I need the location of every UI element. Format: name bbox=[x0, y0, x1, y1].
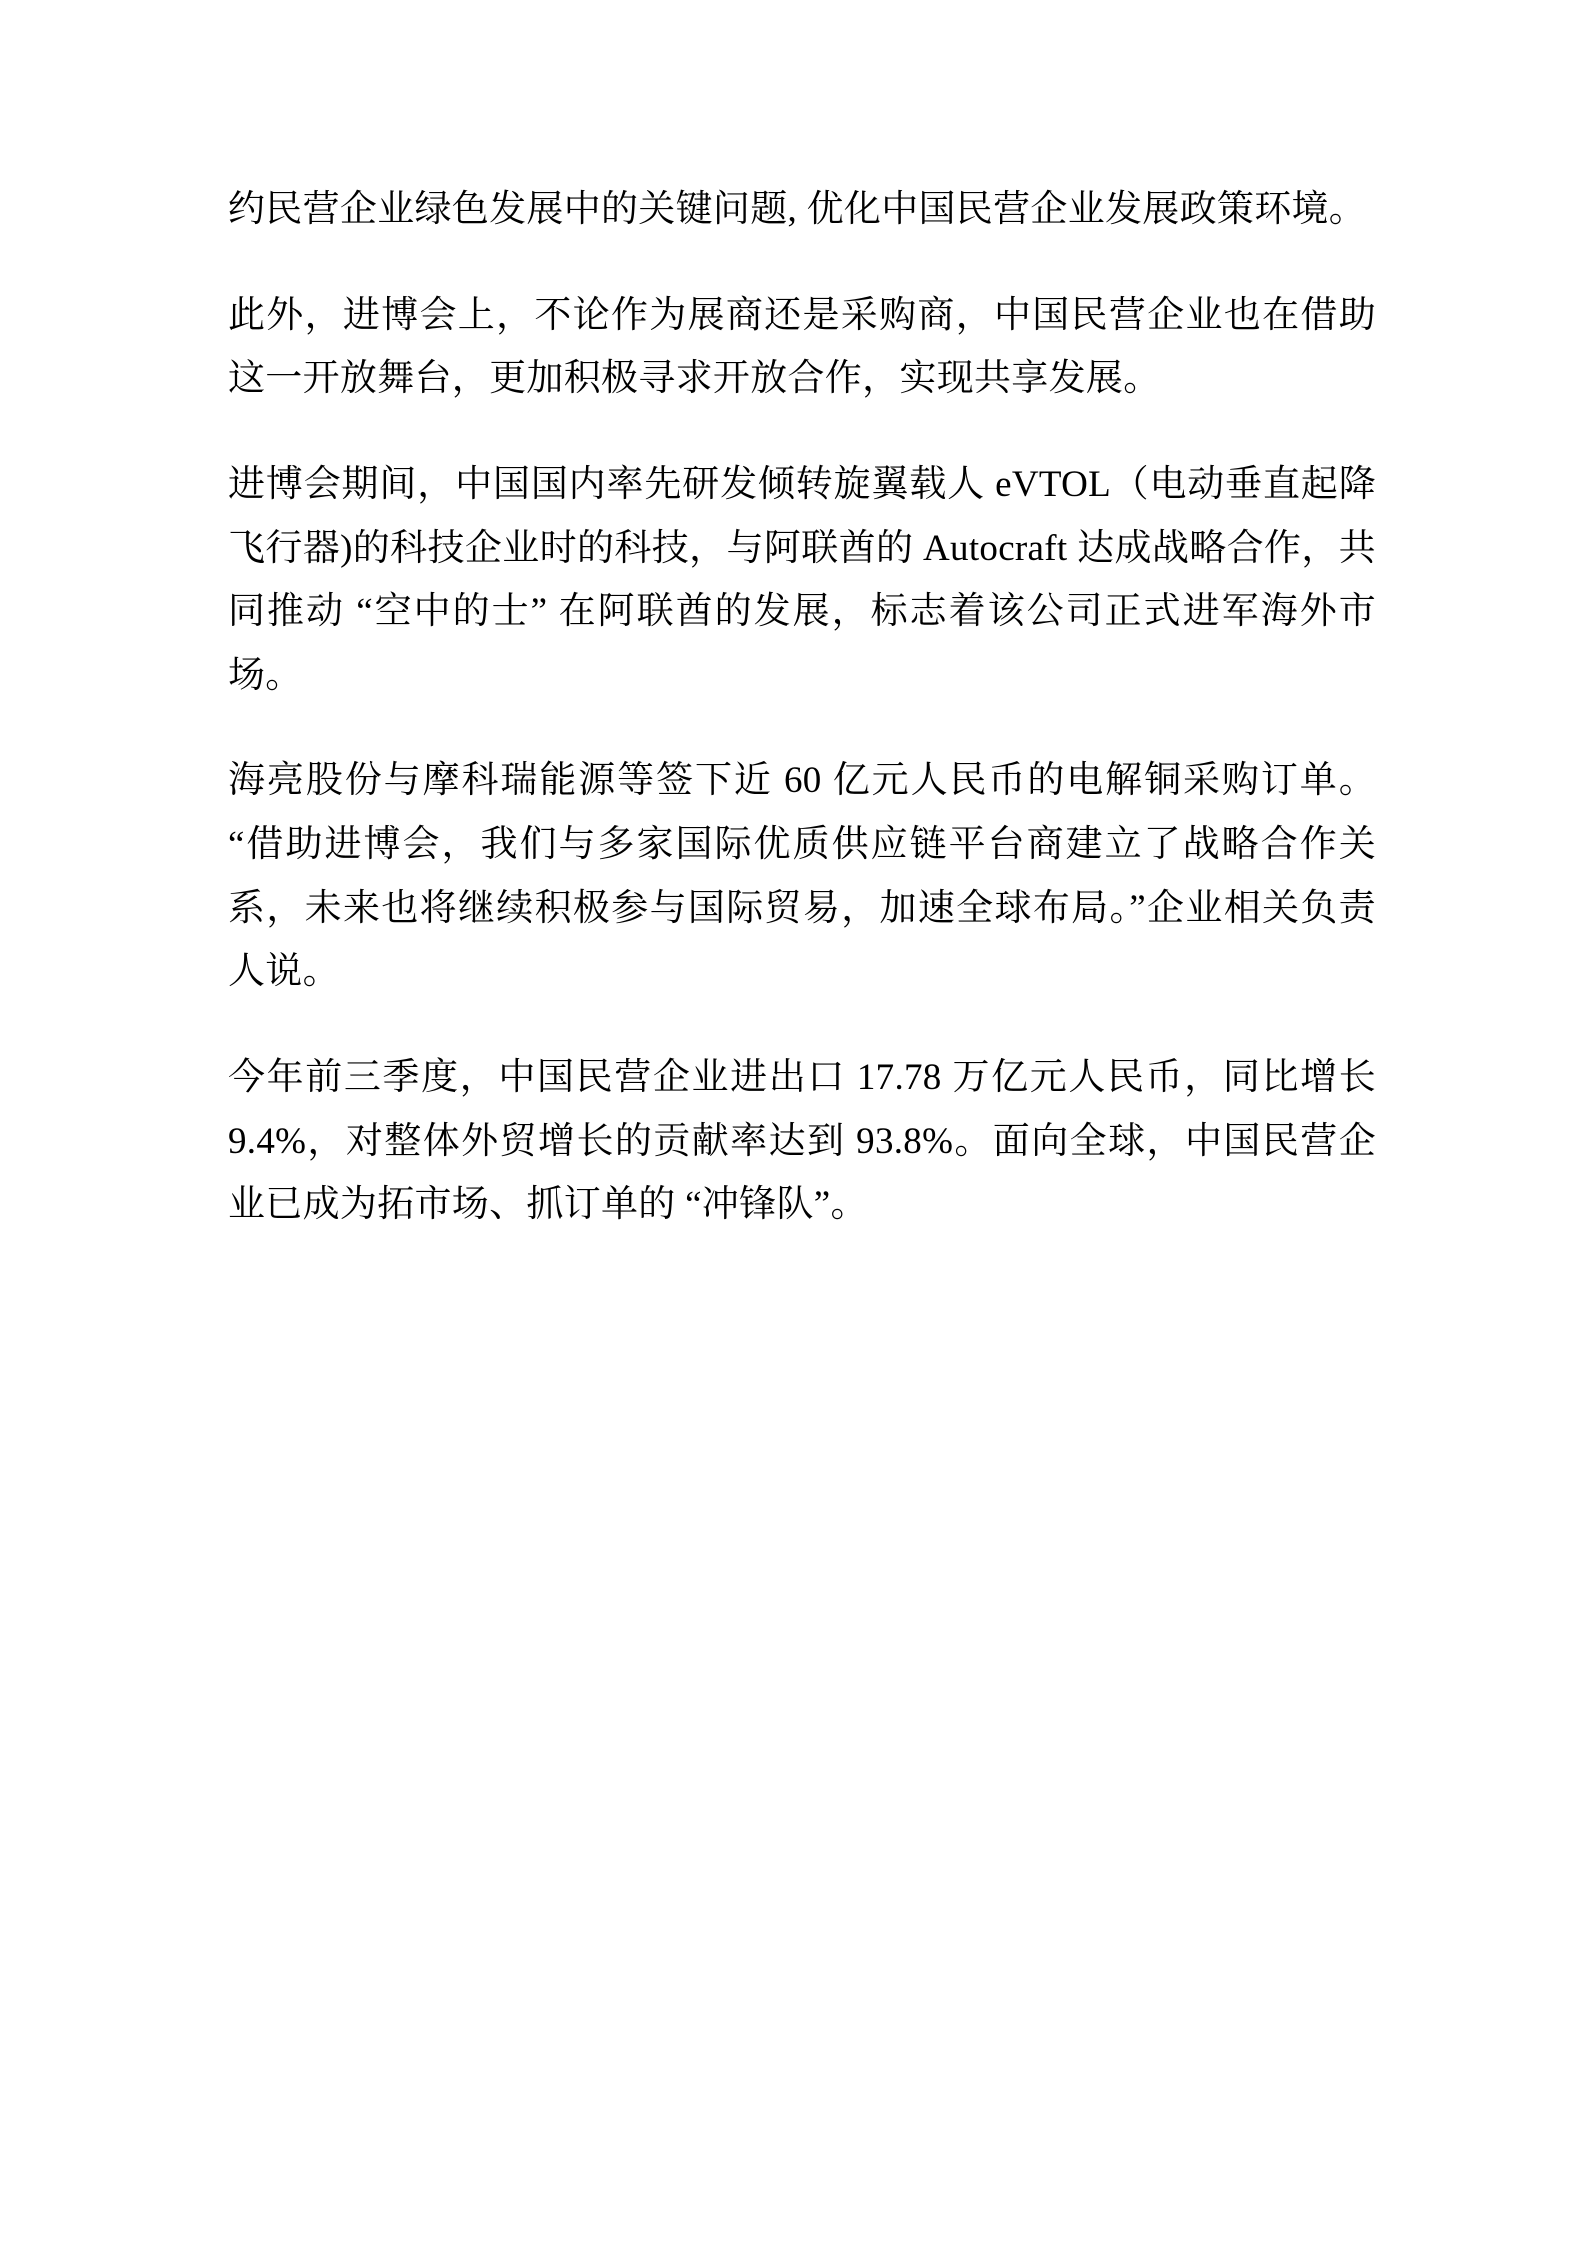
paragraph: 约民营企业绿色发展中的关键问题, 优化中国民营企业发展政策环境。 bbox=[228, 189, 1367, 230]
paragraph: 此外，进博会上，不论作为展商还是采购商，中国民营企业也在借助这一开放舞台，更加积极寻求开放合作，实现共享发展。 bbox=[228, 294, 1376, 400]
paragraph: 海亮股份与摩科瑞能源等签下近 60 亿元人民币的电解铜采购订单。“借助进博会，我们与多家国际优质供应链平台商建立了战略合作关系，未来也将继续积极参与国际贸易，加速全球布局。”企业相关负责人说。 bbox=[228, 760, 1376, 993]
paragraph: 进博会期间，中国国内率先研发倾转旋翼载人 eVTOL（电动垂直起降飞行器)的科技企业时的科技，与阿联酋的 Autocraft 达成战略合作，共同推动 “空中的士” 在阿联酋的发展，标志着该公司正式进军海外市场。 bbox=[228, 463, 1376, 696]
document-body bbox=[228, 178, 1376, 1237]
paragraph: 今年前三季度，中国民营企业进出口 17.78 万亿元人民币，同比增长 9.4%，对整体外贸增长的贡献率达到 93.8%。面向全球，中国民营企业已成为拓市场、抓订单的 “冲锋队”。 bbox=[228, 1056, 1376, 1226]
